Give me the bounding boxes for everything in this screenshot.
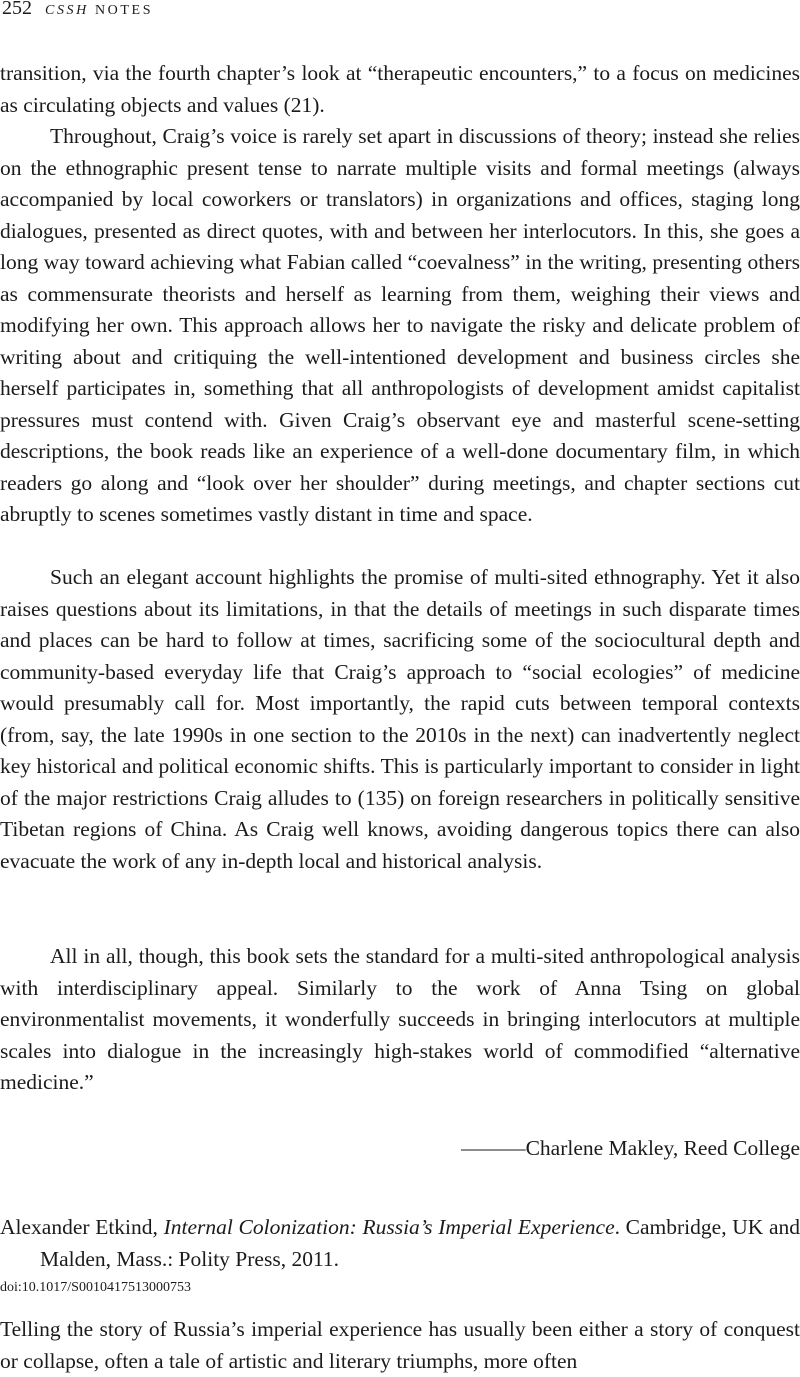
citation-publication: . Cambridge, UK and Malden, Mass.: Polity Press, 2011. [40,1215,800,1271]
citation-title: Internal Colonization: Russia’s Imperial Experience [163,1215,615,1239]
citation-author: Alexander Etkind, [0,1215,158,1239]
journal-abbrev: CSSH [45,3,89,18]
review-signature: ———Charlene Makley, Reed College [461,1136,800,1160]
doi-reference: doi:10.1017/S0010417513000753 [0,1280,191,1295]
body-paragraph-3: Such an elegant account highlights the promise of multi-sited ethnography. Yet it also raises questions about its limitations, in that the details of meetings in such disparate times and places can be hard to follow at times, sacrificing some of the sociocultural depth and community-based everyday life that Craig’s approach to “social ecologies” of medicine would presumably call for. Most importantly, the rapid cuts between temporal contexts (from, say, the late 1990s in one section to the 2010s in the next) can inadvertently neglect key historical and political economic shifts. This is particularly important to consider in light of the major restrictions Craig alludes to (135) on foreign researchers in politically sensitive Tibetan regions of China. As Craig well knows, avoiding dangerous topics there can also evacuate the work of any in-depth local and historical analysis. [0,565,800,873]
body-paragraph-4: All in all, though, this book sets the standard for a multi-sited anthropological analysis with interdisciplinary appeal. Similarly to the work of Anna Tsing on global environmentalist movements, it wonderfully succeeds in bringing interlocutors at multiple scales into dialogue in the increasingly high-stakes world of commodified “alternative medicine.” [0,944,800,1094]
journal-section: NOTES [94,3,154,18]
body-paragraph-1: transition, via the fourth chapter’s look at “therapeutic encounters,” to a focus on medicines as circulating objects and values (21). [0,61,800,117]
review-opening-paragraph: Telling the story of Russia’s imperial experience has usually been either a story of conquest or collapse, often a tale of artistic and literary triumphs, more often [0,1317,800,1373]
book-citation [0,1212,800,1275]
page-number: 252 [2,0,32,19]
running-head [2,0,153,23]
body-paragraph-2: Throughout, Craig’s voice is rarely set apart in discussions of theory; instead she relies on the ethnographic present tense to narrate multiple visits and formal meetings (always accompanied by local coworkers or translators) in organizations and offices, staging long dialogues, presented as direct quotes, with and between her interlocutors. In this, she goes a long way toward achieving what Fabian called “coevalness” in the writing, presenting others as commensurate theorists and herself as learning from them, weighing their views and modifying her own. This approach allows her to navigate the risky and delicate problem of writing about and critiquing the well-intentioned development and business circles she herself participates in, something that all anthropologists of development amidst capitalist pressures must contend with. Given Craig’s observant eye and masterful scene-setting descriptions, the book reads like an experience of a well-done documentary film, in which readers go along and “look over her shoulder” during meetings, and chapter sections cut abruptly to scenes sometimes vastly distant in time and space. [0,124,800,526]
journal-section-title [45,3,153,18]
